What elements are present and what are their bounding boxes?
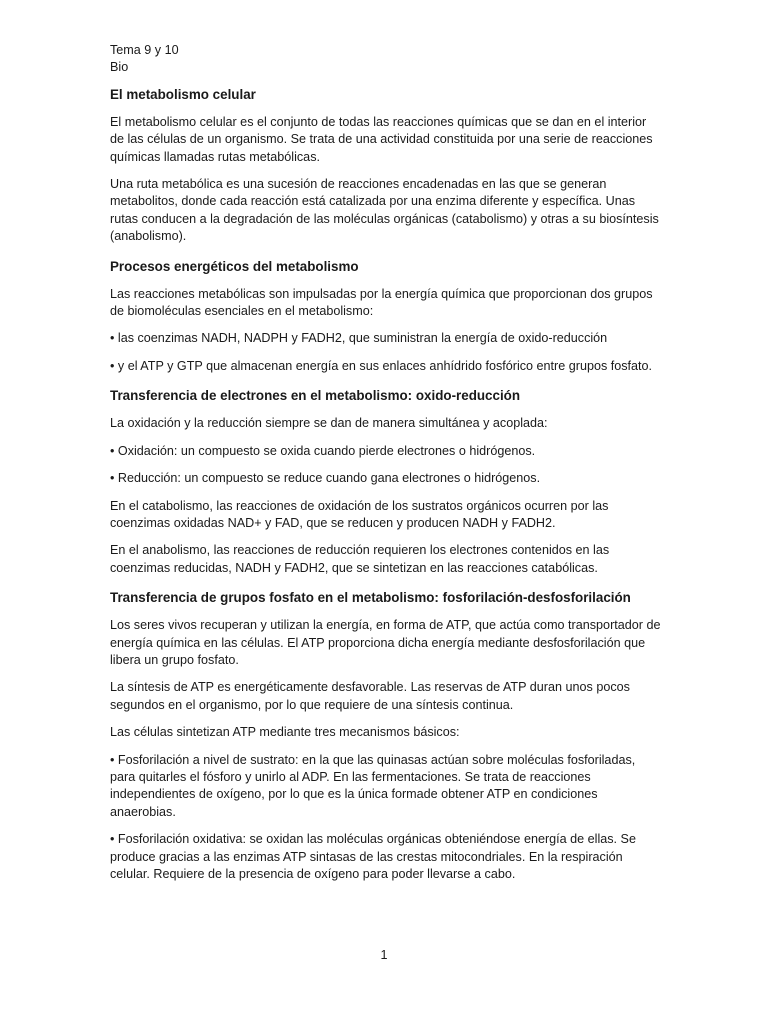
paragraph: Los seres vivos recuperan y utilizan la energía, en forma de ATP, que actúa como transportador de energía química en las células. El ATP proporciona dicha energía mediante desfosforilación que libera un grupo fosfato.	[110, 618, 661, 667]
bullet-item: • Oxidación: un compuesto se oxida cuando pierde electrones o hidrógenos.	[110, 443, 536, 458]
bullet-item: • las coenzimas NADH, NADPH y FADH2, que suministran la energía de oxido-reducción	[110, 331, 608, 346]
paragraph: El metabolismo celular es el conjunto de todas las reacciones químicas que se dan en el interior de las células de un organismo. Se trata de una actividad constituida por una serie de reacciones químicas llamadas rutas metabólicas.	[110, 114, 653, 164]
header-subject: Bio	[110, 60, 129, 75]
paragraph: En el anabolismo, las reacciones de reducción requieren los electrones contenidos en las coenzimas reducidas, NADH y FADH2, que se sintetizan en las reacciones catabólicas.	[110, 543, 610, 575]
paragraph: Las reacciones metabólicas son impulsadas por la energía química que proporcionan dos grupos de biomoléculas esenciales en el metabolismo:	[110, 286, 653, 319]
page-number: 1	[380, 948, 388, 962]
paragraph: Una ruta metabólica es una sucesión de reacciones encadenadas en las que se generan metabolitos, donde cada reacción está catalizada por una enzima diferente y específica. Unas rutas conducen a la degradación de las moléculas orgánicas (catabolismo) y otras a su biosíntesis (anabolismo).	[110, 177, 659, 244]
paragraph: Las células sintetizan ATP mediante tres mecanismos básicos:	[110, 725, 460, 740]
bullet-item: • y el ATP y GTP que almacenan energía en sus enlaces anhídrido fosfórico entre grupos fosfato.	[110, 358, 653, 373]
bullet-item: • Fosforilación a nivel de sustrato: en la que las quinasas actúan sobre moléculas fosforiladas, para quitarles el fósforo y unirlo al ADP. En las fermentaciones. Se trata de reacciones independientes de oxígeno, por lo que es la única formade obtener ATP en condiciones anaerobias.	[110, 752, 636, 819]
section-title-fosforilacion: Transferencia de grupos fosfato en el metabolismo: fosforilación-desfosforilación	[110, 590, 631, 606]
paragraph: La síntesis de ATP es energéticamente desfavorable. Las reservas de ATP duran unos pocos segundos en el organismo, por lo que requiere de una síntesis continua.	[110, 680, 630, 712]
paragraph: En el catabolismo, las reacciones de oxidación de los sustratos orgánicos ocurren por las coenzimas oxidadas NAD+ y FAD, que se reducen y producen NADH y FADH2.	[110, 498, 609, 530]
header-topic: Tema 9 y 10	[110, 43, 179, 57]
paragraph: La oxidación y la reducción siempre se dan de manera simultánea y acoplada:	[110, 416, 548, 431]
section-title-procesos: Procesos energéticos del metabolismo	[110, 258, 359, 274]
document-page	[110, 42, 662, 883]
section-title-metabolismo: El metabolismo celular	[110, 86, 256, 102]
bullet-item: • Fosforilación oxidativa: se oxidan las moléculas orgánicas obteniéndose energía de ellas. Se produce gracias a las enzimas ATP sintasas de las crestas mitocondriales. En la respiración celular. Requiere de la presencia de oxígeno para poder llevarse a cabo.	[110, 832, 636, 881]
bullet-item: • Reducción: un compuesto se reduce cuando gana electrones o hidrógenos.	[110, 471, 541, 486]
section-title-oxido-reduccion: Transferencia de electrones en el metabolismo: oxido-reducción	[110, 388, 521, 404]
